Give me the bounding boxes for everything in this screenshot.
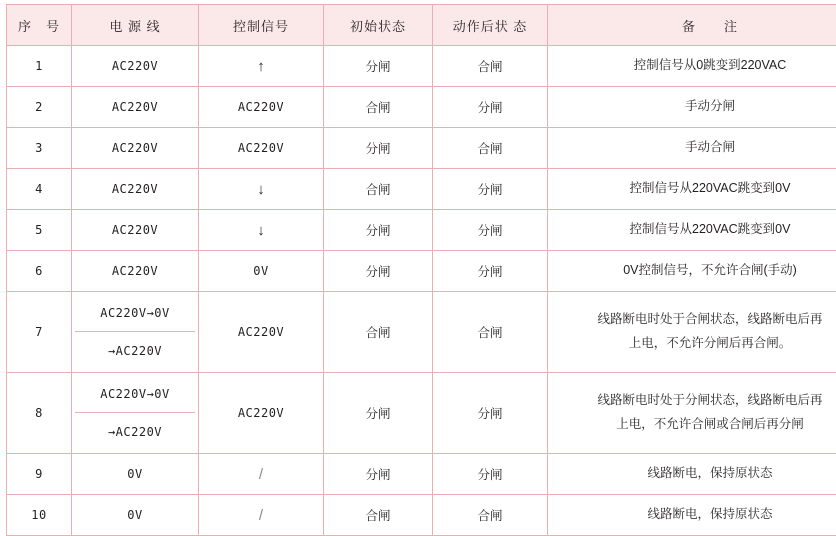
cell-signal: AC220V [199, 292, 324, 373]
cell-after-state: 合闸 [433, 128, 548, 169]
cell-after-state: 分闸 [433, 373, 548, 454]
cell-signal: / [199, 454, 324, 495]
cell-no: 6 [7, 251, 72, 292]
cell-initial-state: 合闸 [324, 87, 433, 128]
table-row [7, 251, 836, 292]
cell-remark [548, 495, 836, 536]
power-line-upper: AC220V→0V [75, 294, 195, 332]
cell-remark [548, 87, 836, 128]
cell-remark [548, 373, 836, 454]
cell-after-state: 分闸 [433, 210, 548, 251]
header-cell-initial-state: 初始状态 [324, 5, 433, 46]
cell-remark [548, 292, 836, 373]
cell-no: 10 [7, 495, 72, 536]
cell-no: 8 [7, 373, 72, 454]
cell-after-state: 分闸 [433, 251, 548, 292]
table-row [7, 169, 836, 210]
operation-state-table [6, 4, 836, 536]
cell-initial-state: 合闸 [324, 495, 433, 536]
remark-line: 0V控制信号，不允许合闸(手动) [551, 259, 836, 283]
cell-power: 0V [72, 495, 199, 536]
table-row [7, 46, 836, 87]
cell-power: AC220V [72, 251, 199, 292]
table-header [7, 5, 836, 46]
cell-initial-state: 分闸 [324, 210, 433, 251]
table-row [7, 128, 836, 169]
header-row [7, 5, 836, 46]
cell-initial-state: 合闸 [324, 292, 433, 373]
cell-after-state: 合闸 [433, 495, 548, 536]
cell-initial-state: 分闸 [324, 373, 433, 454]
cell-remark [548, 210, 836, 251]
cell-no: 9 [7, 454, 72, 495]
header-cell-power: 电 源 线 [72, 5, 199, 46]
table-row [7, 87, 836, 128]
cell-after-state: 合闸 [433, 292, 548, 373]
cell-signal: ↓ [199, 210, 324, 251]
header-cell-no: 序 号 [7, 5, 72, 46]
cell-signal: ↓ [199, 169, 324, 210]
cell-initial-state: 分闸 [324, 128, 433, 169]
cell-signal: AC220V [199, 373, 324, 454]
cell-no: 3 [7, 128, 72, 169]
cell-signal: / [199, 495, 324, 536]
cell-initial-state: 合闸 [324, 169, 433, 210]
remark-line: 线路断电，保持原状态 [551, 503, 836, 527]
cell-power: AC220V [72, 46, 199, 87]
cell-signal: ↑ [199, 46, 324, 87]
remark-line: 线路断电时处于合闸状态，线路断电后再 [551, 308, 836, 332]
power-line-lower: →AC220V [75, 332, 195, 370]
table-row [7, 495, 836, 536]
remark-line: 手动分闸 [551, 95, 836, 119]
header-cell-remark: 备 注 [548, 5, 836, 46]
table-row [7, 373, 836, 454]
cell-after-state: 分闸 [433, 87, 548, 128]
cell-initial-state: 分闸 [324, 251, 433, 292]
cell-power: AC220V [72, 87, 199, 128]
remark-line: 线路断电时处于分闸状态，线路断电后再 [551, 389, 836, 413]
cell-after-state: 分闸 [433, 169, 548, 210]
cell-signal: AC220V [199, 87, 324, 128]
remark-line: 控制信号从0跳变到220VAC [551, 54, 836, 78]
cell-remark [548, 46, 836, 87]
table-body [7, 46, 836, 536]
cell-no: 2 [7, 87, 72, 128]
cell-power-split [72, 292, 199, 373]
remark-line: 手动合闸 [551, 136, 836, 160]
cell-no: 1 [7, 46, 72, 87]
remark-line: 上电，不允许分闸后再合闸。 [551, 332, 836, 356]
table-row [7, 454, 836, 495]
header-cell-after-state: 动作后状 态 [433, 5, 548, 46]
header-cell-signal: 控制信号 [199, 5, 324, 46]
cell-no: 5 [7, 210, 72, 251]
cell-remark [548, 251, 836, 292]
cell-after-state: 合闸 [433, 46, 548, 87]
cell-signal: AC220V [199, 128, 324, 169]
power-line-lower: →AC220V [75, 413, 195, 451]
cell-initial-state: 分闸 [324, 46, 433, 87]
cell-no: 4 [7, 169, 72, 210]
table-row [7, 292, 836, 373]
cell-after-state: 分闸 [433, 454, 548, 495]
cell-power: AC220V [72, 210, 199, 251]
remark-line: 控制信号从220VAC跳变到0V [551, 218, 836, 242]
cell-initial-state: 分闸 [324, 454, 433, 495]
cell-remark [548, 454, 836, 495]
cell-signal: 0V [199, 251, 324, 292]
remark-line: 控制信号从220VAC跳变到0V [551, 177, 836, 201]
remark-line: 线路断电，保持原状态 [551, 462, 836, 486]
cell-remark [548, 169, 836, 210]
table-row [7, 210, 836, 251]
cell-remark [548, 128, 836, 169]
cell-power: AC220V [72, 128, 199, 169]
cell-power: AC220V [72, 169, 199, 210]
cell-power: 0V [72, 454, 199, 495]
power-line-upper: AC220V→0V [75, 375, 195, 413]
cell-no: 7 [7, 292, 72, 373]
remark-line: 上电，不允许合闸或合闸后再分闸 [551, 413, 836, 437]
cell-power-split [72, 373, 199, 454]
